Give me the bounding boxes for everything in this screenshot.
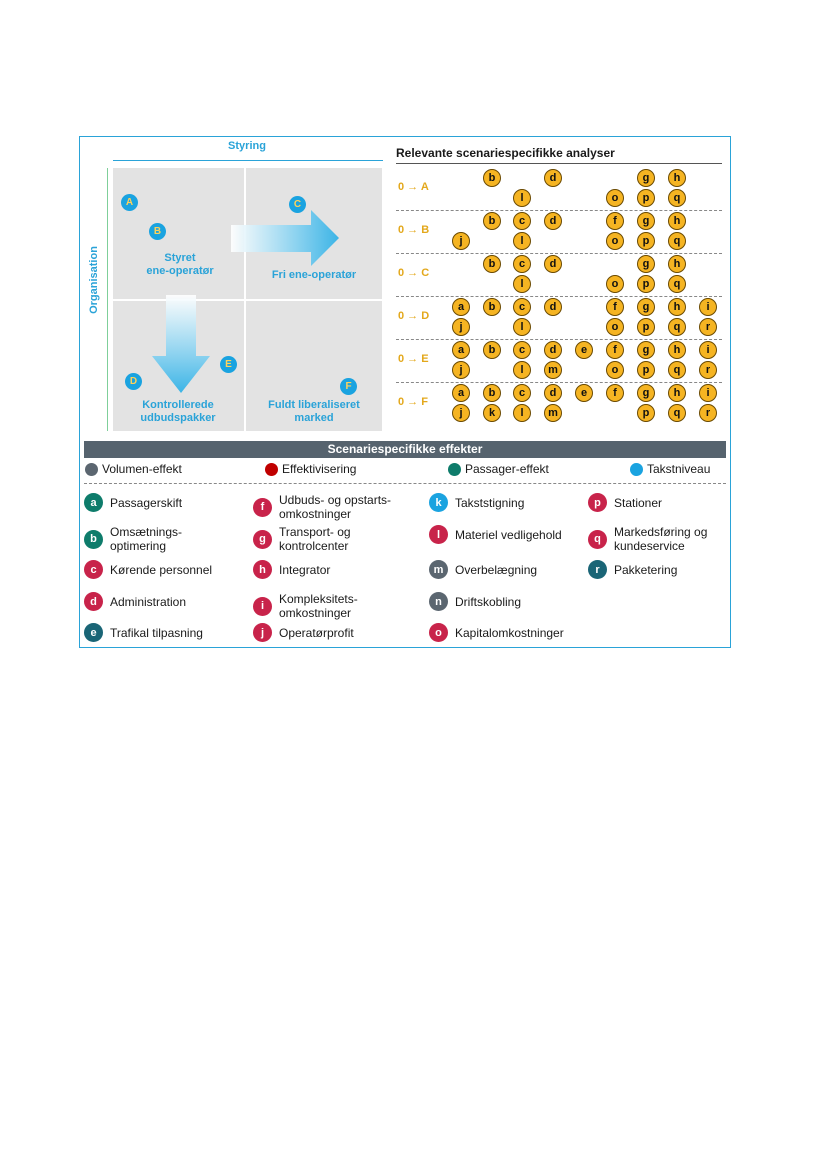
organisation-axis-line <box>107 168 108 431</box>
legend-letter-icon: n <box>429 592 448 611</box>
effects-separator <box>84 483 726 484</box>
analysis-dot: h <box>668 384 686 402</box>
analysis-dot: g <box>637 255 655 273</box>
analysis-dot: g <box>637 212 655 230</box>
scenario-separator <box>396 339 722 340</box>
legend-text: Omsætnings- optimering <box>110 525 183 553</box>
analysis-dot: l <box>513 318 531 336</box>
analysis-dot: p <box>637 189 655 207</box>
legend-item <box>429 592 521 611</box>
analysis-dot: f <box>606 384 624 402</box>
legend-text: Overbelægning <box>455 562 538 577</box>
category-dot-icon <box>448 463 461 476</box>
analysis-dot: i <box>699 384 717 402</box>
analysis-dot: r <box>699 318 717 336</box>
legend-letter-icon: e <box>84 623 103 642</box>
analysis-dot: l <box>513 232 531 250</box>
scenario-label: 0 → B <box>398 224 430 236</box>
category-dot-icon <box>85 463 98 476</box>
legend-item <box>253 592 358 620</box>
arrow-down-shape <box>152 295 210 393</box>
legend-letter-icon: f <box>253 498 272 517</box>
analysis-dot: b <box>483 384 501 402</box>
arrow-right-shape <box>231 210 339 266</box>
analysis-dot: q <box>668 232 686 250</box>
scenario-label: 0 → D <box>398 310 430 322</box>
category-label: Takstniveau <box>647 462 711 476</box>
quadrant-label-fri: Fri ene-operatør <box>271 269 357 281</box>
analysis-dot: j <box>452 232 470 250</box>
legend-text: Passagerskift <box>110 495 183 510</box>
legend-letter-icon: q <box>588 530 607 549</box>
legend-item <box>253 493 391 521</box>
analysis-dot: b <box>483 298 501 316</box>
legend-item <box>84 525 182 553</box>
legend-letter-icon: l <box>429 525 448 544</box>
marker-a: A <box>121 194 138 211</box>
analysis-dot: b <box>483 212 501 230</box>
legend-item <box>429 525 562 544</box>
analysis-dot: h <box>668 255 686 273</box>
analysis-dot: a <box>452 341 470 359</box>
analysis-dot: c <box>513 384 531 402</box>
legend-letter-icon: o <box>429 623 448 642</box>
legend-item <box>588 525 707 553</box>
effect-category <box>85 462 182 476</box>
legend-text: Kompleksitets- omkostninger <box>279 592 358 620</box>
analysis-dot: p <box>637 404 655 422</box>
analysis-dot: g <box>637 341 655 359</box>
effect-category <box>630 462 710 476</box>
analysis-dot: d <box>544 384 562 402</box>
legend-letter-icon: i <box>253 597 272 616</box>
analysis-dot: q <box>668 189 686 207</box>
analysis-dot: b <box>483 341 501 359</box>
legend-text: Takststigning <box>455 495 525 510</box>
legend-text: Markedsføring og kundeservice <box>614 525 708 553</box>
scenario-separator <box>396 296 722 297</box>
analysis-dot: q <box>668 275 686 293</box>
analysis-dot: c <box>513 255 531 273</box>
scenario-separator <box>396 382 722 383</box>
analysis-dot: e <box>575 341 593 359</box>
analysis-dot: r <box>699 404 717 422</box>
scenario-label: 0 → E <box>398 353 429 365</box>
legend-letter-icon: a <box>84 493 103 512</box>
legend-text: Pakketering <box>614 562 678 577</box>
analysis-dot: i <box>699 298 717 316</box>
analysis-dot: p <box>637 275 655 293</box>
marker-e: E <box>220 356 237 373</box>
analysis-dot: l <box>513 189 531 207</box>
effects-title-bar: Scenariespecifikke effekter <box>84 441 726 458</box>
legend-text: Materiel vedligehold <box>455 527 562 542</box>
analysis-dot: h <box>668 341 686 359</box>
organisation-axis-label: Organisation <box>88 246 100 314</box>
effect-category <box>265 462 356 476</box>
legend-item <box>84 623 203 642</box>
category-label: Passager-effekt <box>465 462 549 476</box>
legend-text: Udbuds- og opstarts- omkostninger <box>279 493 392 521</box>
analysis-dot: c <box>513 341 531 359</box>
legend-letter-icon: k <box>429 493 448 512</box>
legend-item <box>253 623 354 642</box>
analysis-dot: q <box>668 404 686 422</box>
analysis-dot: a <box>452 384 470 402</box>
quadrant-label-kontrollerede: Kontrollerede udbudspakker <box>140 399 216 424</box>
legend-text: Stationer <box>614 495 663 510</box>
legend-letter-icon: j <box>253 623 272 642</box>
analysis-dot: p <box>637 318 655 336</box>
legend-text: Driftskobling <box>455 594 522 609</box>
legend-item <box>84 592 186 611</box>
analysis-dot: d <box>544 341 562 359</box>
legend-text: Trafikal tilpasning <box>110 625 203 640</box>
legend-letter-icon: m <box>429 560 448 579</box>
analysis-dot: e <box>575 384 593 402</box>
legend-text: Administration <box>110 594 187 609</box>
quadrant-label-styret: Styret ene-operatør <box>146 252 214 277</box>
analysis-dot: q <box>668 318 686 336</box>
legend-item <box>429 560 537 579</box>
analysis-dot: j <box>452 318 470 336</box>
legend-text: Transport- og kontrolcenter <box>279 525 351 553</box>
legend-text: Kørende personnel <box>110 562 213 577</box>
category-label: Effektivisering <box>282 462 357 476</box>
scenario-separator <box>396 253 722 254</box>
analysis-dot: l <box>513 404 531 422</box>
legend-letter-icon: d <box>84 592 103 611</box>
analysis-dot: f <box>606 212 624 230</box>
analysis-dot: o <box>606 275 624 293</box>
analysis-dot: d <box>544 255 562 273</box>
analyses-title: Relevante scenariespecifikke analyser <box>396 146 615 160</box>
legend-item <box>429 493 524 512</box>
analysis-dot: b <box>483 169 501 187</box>
legend-letter-icon: b <box>84 530 103 549</box>
analysis-dot: o <box>606 318 624 336</box>
analysis-dot: o <box>606 232 624 250</box>
analysis-dot: d <box>544 212 562 230</box>
legend-letter-icon: h <box>253 560 272 579</box>
analysis-dot: k <box>483 404 501 422</box>
legend-text: Integrator <box>279 562 331 577</box>
analysis-dot: m <box>544 361 562 379</box>
analysis-dot: g <box>637 298 655 316</box>
analysis-dot: f <box>606 298 624 316</box>
category-label: Volumen-effekt <box>102 462 182 476</box>
marker-f: F <box>340 378 357 395</box>
scenario-label: 0 → C <box>398 267 430 279</box>
analysis-dot: h <box>668 298 686 316</box>
scenario-label: 0 → F <box>398 396 428 408</box>
legend-item <box>588 493 662 512</box>
analysis-dot: g <box>637 169 655 187</box>
styring-axis-line <box>113 160 383 161</box>
analysis-dot: p <box>637 361 655 379</box>
analysis-dot: j <box>452 404 470 422</box>
legend-item <box>84 493 182 512</box>
category-dot-icon <box>265 463 278 476</box>
analysis-dot: q <box>668 361 686 379</box>
analysis-dot: a <box>452 298 470 316</box>
analysis-dot: r <box>699 361 717 379</box>
analysis-dot: d <box>544 298 562 316</box>
styring-axis-label: Styring <box>228 140 266 152</box>
scenario-label: 0 → A <box>398 181 429 193</box>
legend-letter-icon: c <box>84 560 103 579</box>
analysis-dot: h <box>668 169 686 187</box>
analyses-title-rule <box>396 163 722 164</box>
effect-category <box>448 462 549 476</box>
analysis-dot: m <box>544 404 562 422</box>
analysis-dot: o <box>606 189 624 207</box>
analysis-dot: b <box>483 255 501 273</box>
legend-letter-icon: g <box>253 530 272 549</box>
analysis-dot: l <box>513 275 531 293</box>
legend-item <box>253 525 351 553</box>
marker-b: B <box>149 223 166 240</box>
marker-c: C <box>289 196 306 213</box>
marker-d: D <box>125 373 142 390</box>
analysis-dot: l <box>513 361 531 379</box>
analysis-dot: c <box>513 212 531 230</box>
legend-letter-icon: p <box>588 493 607 512</box>
analysis-dot: g <box>637 384 655 402</box>
analysis-dot: i <box>699 341 717 359</box>
analysis-dot: j <box>452 361 470 379</box>
legend-item <box>84 560 212 579</box>
analysis-dot: d <box>544 169 562 187</box>
analysis-dot: p <box>637 232 655 250</box>
quadrant-label-fuldt: Fuldt liberaliseret marked <box>268 399 360 424</box>
legend-item <box>429 623 564 642</box>
category-dot-icon <box>630 463 643 476</box>
scenario-separator <box>396 210 722 211</box>
analysis-dot: f <box>606 341 624 359</box>
legend-item <box>253 560 330 579</box>
legend-text: Kapitalomkostninger <box>455 625 564 640</box>
analysis-dot: o <box>606 361 624 379</box>
analysis-dot: h <box>668 212 686 230</box>
legend-text: Operatørprofit <box>279 625 354 640</box>
legend-letter-icon: r <box>588 560 607 579</box>
analysis-dot: c <box>513 298 531 316</box>
legend-item <box>588 560 677 579</box>
